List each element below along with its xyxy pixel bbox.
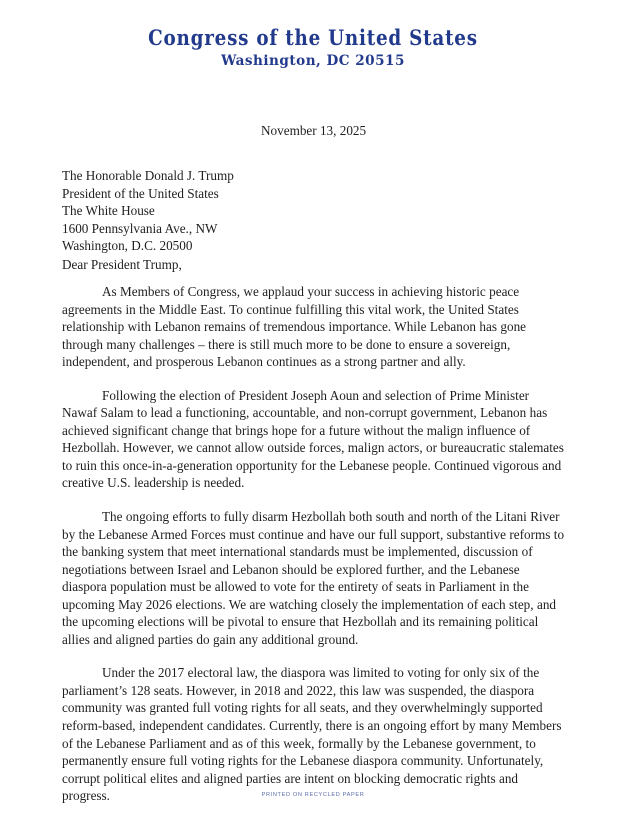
letter-date: November 13, 2025 (261, 123, 367, 138)
salutation: Dear President Trump, (62, 257, 182, 272)
letterhead (0, 26, 626, 70)
letter-body (62, 283, 566, 805)
body-paragraph: Following the election of President Joseph Aoun and selection of Prime Minister Nawaf Salam to lead a functioning, accountable, and non-corrupt government, Lebanon has achieved significant change that brings hope for a future without the malign influence of Hezbollah. However, we cannot allow outside forces, malign actors, or bureaucratic stalemates to ruin this once-in-a-generation opportunity for the Lebanese people. Continued vigorous and creative U.S. leadership is needed. (62, 387, 564, 491)
recycled-paper-notice: PRINTED ON RECYCLED PAPER (261, 792, 365, 798)
recipient-line: Washington, D.C. 20500 (62, 238, 193, 254)
recipient-line: The White House (62, 203, 155, 219)
recipient-line: President of the United States (62, 185, 219, 201)
recipient-line: The Honorable Donald J. Trump (62, 168, 234, 183)
body-paragraph: Under the 2017 electoral law, the diaspora was limited to voting for only six of the parliament’s 128 seats. However, in 2018 and 2022, this law was suspended, the diaspora community was granted full voting rights for all seats, and they overwhelmingly supported reform-based, independent candidates. Currently, there is an ongoing effort by many Members of the Lebanese Parliament and as of this week, formally by the Lebanese government, to permanently ensure full voting rights for the Lebanese diaspora community. Unfortunately, corrupt political elites and aligned parties are intent on blocking democratic rights and progress. (62, 665, 562, 804)
letterhead-institution: Congress of the United States (148, 25, 478, 50)
recipient-line: 1600 Pennsylvania Ave., NW (62, 220, 218, 236)
body-paragraph: The ongoing efforts to fully disarm Hezbollah both south and north of the Litani River by the Lebanese Armed Forces must continue and have our full support, substantive reforms to the banking system that meet international standards must be implemented, discussion of negotiations between Israel and Lebanon should be explored further, and the Lebanese diaspora population must be allowed to vote for the entirety of seats in Parliament in the upcoming May 2026 elections. We are watching closely the implementation of each step, and the upcoming elections will be pivotal to ensure that Hezbollah and its remaining political allies and aligned parties do gain any additional ground. (62, 509, 565, 647)
recipient-address-block (62, 167, 234, 255)
body-paragraph: As Members of Congress, we applaud your success in achieving historic peace agreements in the Middle East. To continue fulfilling this vital work, the United States relationship with Lebanon remains of tremendous importance. While Lebanon has gone through many challenges – there is still much more to be done to ensure a sovereign, independent, and prosperous Lebanon continues as a strong partner and ally. (62, 284, 527, 370)
letterhead-location: Washington, DC 20515 (221, 53, 405, 69)
